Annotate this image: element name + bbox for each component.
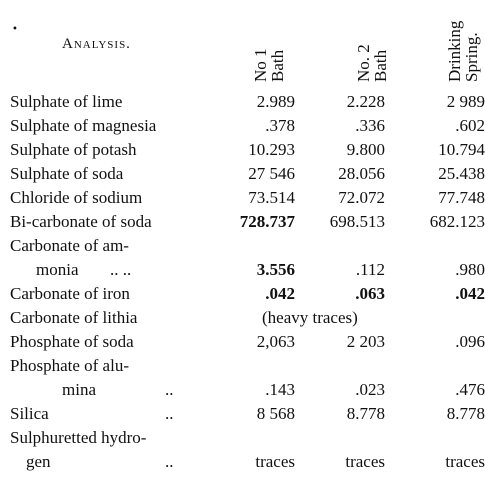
table-row: [0, 332, 485, 356]
value-no1-bath: 73.514: [248, 188, 295, 207]
value-drinking-spring: 8.778: [446, 404, 485, 423]
analysis-heading: Analysis.: [62, 36, 131, 52]
value-no1-bath: 27 546: [248, 164, 295, 183]
row-label: Carbonate of lithia: [10, 308, 138, 327]
value-no1-bath: .042: [265, 284, 295, 303]
value-no2-bath: .336: [355, 116, 385, 135]
table-row: [0, 284, 485, 308]
row-label: Sulphuretted hydro-: [10, 428, 147, 447]
leader-dots: .. ..: [110, 260, 132, 279]
value-no2-bath: 2.228: [346, 92, 385, 111]
value-no2-bath: .063: [355, 284, 385, 303]
row-label: Chloride of sodium: [10, 188, 143, 207]
stray-mark: •: [12, 24, 18, 35]
row-label: Carbonate of iron: [10, 284, 130, 303]
row-label: Carbonate of am-: [10, 236, 129, 255]
value-no2-bath: 72.072: [338, 188, 385, 207]
table-row: [0, 164, 485, 188]
value-no2-bath: 8.778: [346, 404, 385, 423]
value-no1-bath: .143: [265, 380, 295, 399]
row-label: mina: [62, 380, 96, 399]
row-label: Sulphate of soda: [10, 164, 124, 183]
leader-dots: ..: [165, 452, 174, 471]
value-drinking-spring: 77.748: [438, 188, 485, 207]
value-no2-bath: 28.056: [338, 164, 385, 183]
value-no1-bath: 728.737: [239, 212, 295, 231]
row-label: Sulphate of lime: [10, 92, 123, 111]
table-row: [0, 356, 485, 380]
row-label: Bi-carbonate of soda: [10, 212, 152, 231]
leader-dots: ..: [165, 404, 174, 423]
column-header-drinking-spring: Drinking Spring.: [445, 20, 481, 82]
table-row: [0, 212, 485, 236]
value-drinking-spring: 2 989: [446, 92, 485, 111]
value-no1-bath: .378: [265, 116, 295, 135]
value-no1-bath: traces: [255, 452, 295, 471]
value-drinking-spring: .096: [455, 332, 485, 351]
value-no2-bath: 9.800: [346, 140, 385, 159]
value-drinking-spring: .476: [455, 380, 485, 399]
table-row: [0, 308, 485, 332]
value-no1-bath: 3.556: [256, 260, 295, 279]
table-row: [0, 188, 485, 212]
value-drinking-spring: 682.123: [429, 212, 485, 231]
column-header-no2-bath: No. 2 Bath: [354, 44, 390, 82]
row-label: Sulphate of potash: [10, 140, 137, 159]
value-drinking-spring: 10.794: [438, 140, 485, 159]
row-label: gen: [26, 452, 51, 471]
table-row: [0, 92, 485, 116]
row-label: Phosphate of alu-: [10, 356, 129, 375]
value-no2-bath: traces: [345, 452, 385, 471]
column-header-no1-bath: No 1 Bath: [251, 48, 287, 82]
value-drinking-spring: traces: [445, 452, 485, 471]
value-no1-bath: 10.293: [248, 140, 295, 159]
row-label: Silica: [10, 404, 49, 423]
table-row: [0, 452, 485, 476]
value-no1-bath: 2.989: [256, 92, 295, 111]
value-no1-bath: 2,063: [256, 332, 295, 351]
value-no2-bath: 2 203: [346, 332, 385, 351]
table-row: [0, 380, 485, 404]
value-drinking-spring: .980: [455, 260, 485, 279]
value-no2-bath: .023: [355, 380, 385, 399]
leader-dots: ..: [165, 380, 174, 399]
spanning-note: (heavy traces): [262, 308, 358, 327]
table-row: [0, 116, 485, 140]
value-drinking-spring: .042: [455, 284, 485, 303]
value-no2-bath: .112: [355, 260, 385, 279]
table-row: [0, 404, 485, 428]
value-no2-bath: 698.513: [329, 212, 385, 231]
table-row: [0, 428, 485, 452]
table-row: [0, 260, 485, 284]
row-label: Phosphate of soda: [10, 332, 134, 351]
value-drinking-spring: 25.438: [438, 164, 485, 183]
row-label: Sulphate of magnesia: [10, 116, 157, 135]
table-row: [0, 140, 485, 164]
row-label: monia: [36, 260, 79, 279]
table-row: [0, 236, 485, 260]
value-drinking-spring: .602: [455, 116, 485, 135]
value-no1-bath: 8 568: [256, 404, 295, 423]
